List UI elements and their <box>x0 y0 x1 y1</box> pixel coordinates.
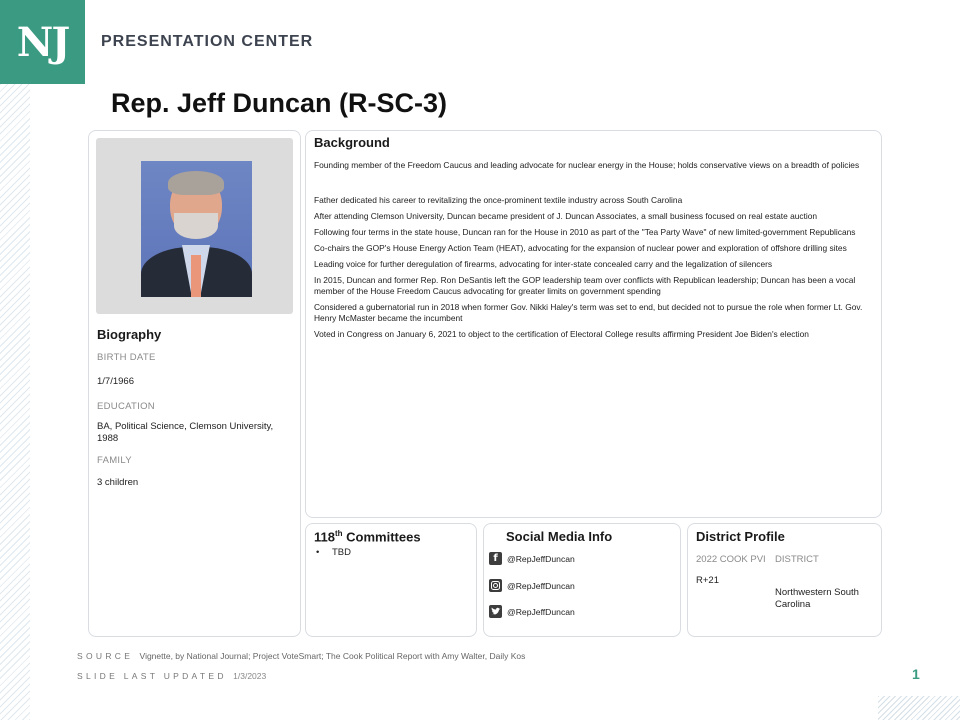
background-list <box>314 160 874 345</box>
presentation-center-label: PRESENTATION CENTER <box>101 33 314 50</box>
background-heading: Background <box>314 135 390 150</box>
source-text: Vignette, by National Journal; Project VoteSmart; The Cook Political Report with Amy Walter, Daily Kos <box>139 651 526 661</box>
nj-logo <box>0 0 85 84</box>
background-item: Leading voice for further deregulation of firearms, advocating for inter-state concealed carry and the legalization of silencers <box>314 259 773 269</box>
pvi-value: R+21 <box>696 575 719 586</box>
biography-heading: Biography <box>97 327 162 342</box>
district-label: DISTRICT <box>775 554 819 565</box>
biography-card <box>88 130 301 637</box>
birth-date-value: 1/7/1966 <box>97 376 134 387</box>
social-media-card <box>483 523 681 637</box>
portrait-frame <box>96 138 293 314</box>
twitter-handle[interactable]: @RepJeffDuncan <box>507 606 575 617</box>
district-profile-heading: District Profile <box>696 529 785 544</box>
background-item: Father dedicated his career to revitalizing the once-prominent textile industry across South Carolina <box>314 195 683 205</box>
social-media-heading: Social Media Info <box>506 529 613 544</box>
portrait-photo <box>141 161 252 297</box>
instagram-icon <box>489 579 502 592</box>
updated-label: SLIDE LAST UPDATED <box>77 671 227 681</box>
family-value: 3 children <box>97 477 139 488</box>
logo-text: NJ <box>16 18 69 66</box>
updated-date: 1/3/2023 <box>233 671 267 681</box>
instagram-row[interactable] <box>489 579 575 592</box>
education-value: BA, Political Science, Clemson University, 1988 <box>97 421 274 444</box>
twitter-row[interactable] <box>489 605 575 618</box>
page-number: 1 <box>912 666 920 682</box>
updated-line <box>77 671 266 681</box>
decorative-hatch-bottom-right <box>878 696 960 720</box>
background-item: Considered a gubernatorial run in 2018 when former Gov. Nikki Haley's term was set to end, but decided not to pursue the role when former Lt. Gov. Henry McMaster became the incumbent <box>314 302 863 323</box>
committees-card <box>305 523 477 637</box>
district-profile-card <box>687 523 882 637</box>
background-item: Co-chairs the GOP's House Energy Action Team (HEAT), advocating for the expansion of nuclear power and exploration of offshore drilling sites <box>314 243 847 253</box>
background-card <box>305 130 882 518</box>
list-item <box>316 547 351 558</box>
page-title: Rep. Jeff Duncan (R-SC-3) <box>111 88 448 118</box>
instagram-handle[interactable]: @RepJeffDuncan <box>507 580 575 591</box>
pvi-label: 2022 COOK PVI <box>696 554 766 565</box>
pvi-column <box>696 554 766 587</box>
district-column <box>775 554 875 611</box>
background-item: In 2015, Duncan and former Rep. Ron DeSantis left the GOP leadership team over conflicts with Republican leadership; Duncan has been a vocal member of the House Freedom Caucus advocating for greater limits on government spending <box>314 275 856 296</box>
facebook-row[interactable] <box>489 552 575 565</box>
background-item: Following four terms in the state house, Duncan ran for the House in 2010 as part of the "Tea Party Wave" of new limited-government Republicans <box>314 227 856 237</box>
source-label: SOURCE <box>77 651 134 661</box>
committee-name: TBD <box>332 547 351 558</box>
source-line <box>77 651 525 661</box>
background-item: Voted in Congress on January 6, 2021 to object to the certification of Electoral College results affirming President Joe Biden's election <box>314 329 809 339</box>
twitter-icon <box>489 605 502 618</box>
decorative-hatch-left <box>0 84 30 720</box>
background-item: After attending Clemson University, Duncan became president of J. Duncan Associates, a small business focused on real estate auction <box>314 211 818 221</box>
facebook-handle[interactable]: @RepJeffDuncan <box>507 553 575 564</box>
background-item: Founding member of the Freedom Caucus and leading advocate for nuclear energy in the House; holds conservative views on a breadth of policies <box>314 160 860 170</box>
committees-heading: 118th Committees <box>314 529 421 545</box>
birth-date-label: BIRTH DATE <box>97 352 156 363</box>
education-label: EDUCATION <box>97 401 155 412</box>
district-value: Northwestern South Carolina <box>775 587 859 610</box>
family-label: FAMILY <box>97 455 132 466</box>
bullet: • <box>316 547 320 558</box>
biography-details <box>97 352 292 489</box>
committees-list <box>316 547 351 558</box>
facebook-icon: f <box>489 552 502 565</box>
